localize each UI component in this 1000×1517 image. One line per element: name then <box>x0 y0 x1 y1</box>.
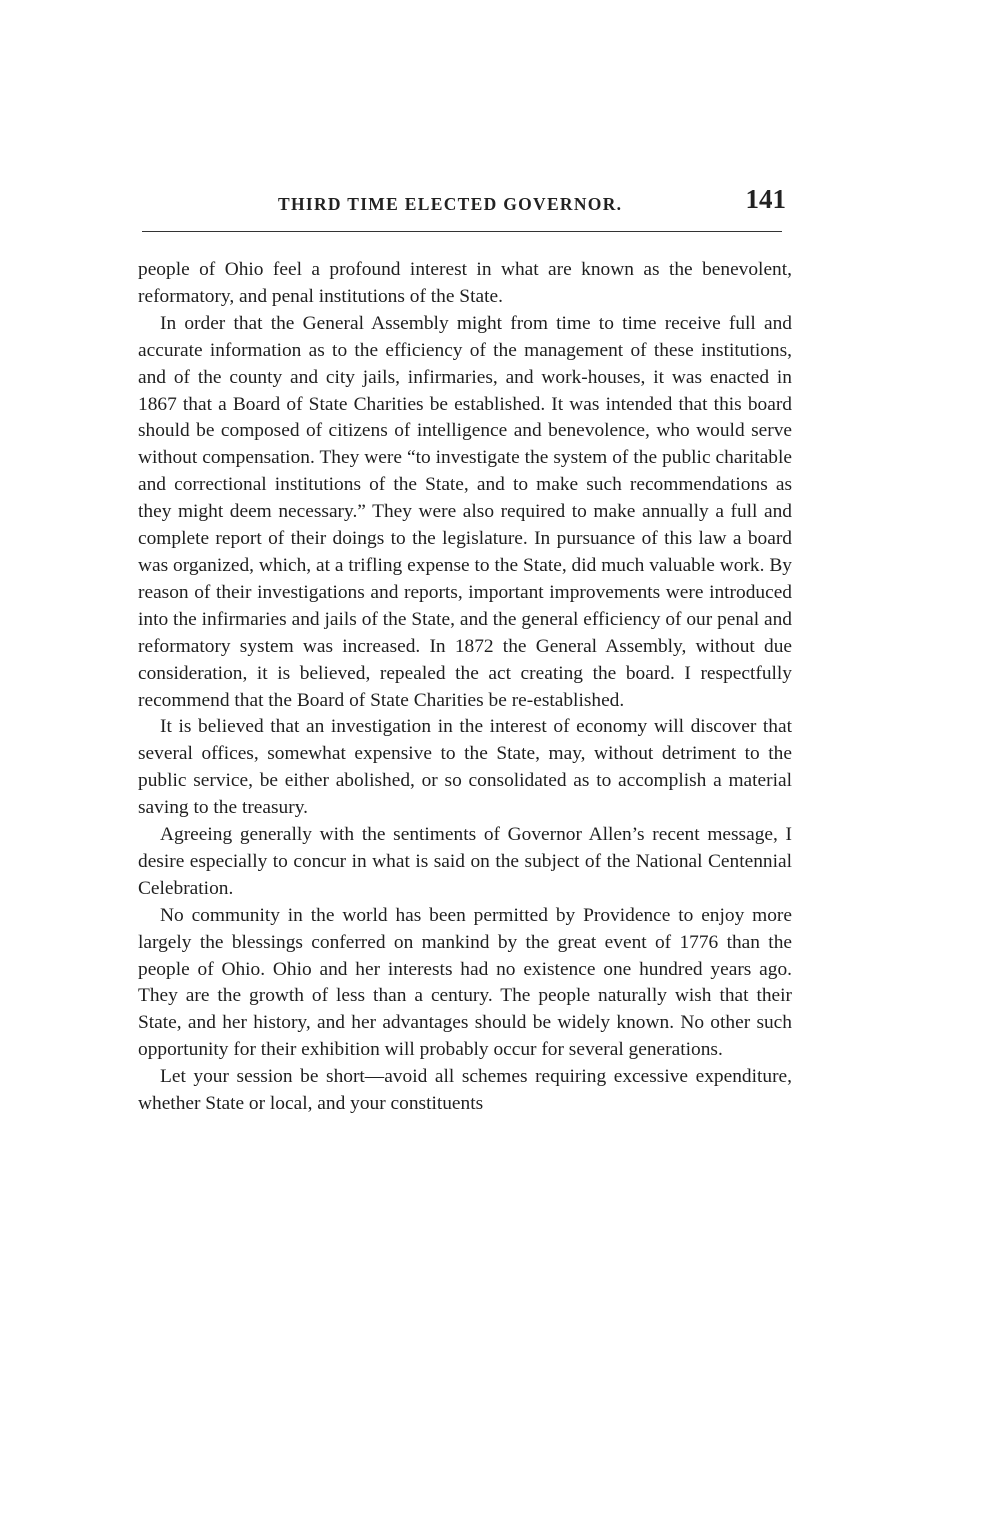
page-number: 141 <box>745 184 786 214</box>
paragraph-board-of-state-charities: In order that the General Assembly might from time to time receive full and accurate information as to the efficiency of the management of these institutions, and of the county and city jails, infirmaries, and work-houses, it was enacted in 1867 that a Board of State Charities be established. It was intended that this board should be composed of citizens of intelligence and benevolence, who would serve without compensation. They were “to investigate the system of the public charitable and correctional institutions of the State, and to make such recommendations as they might deem necessary.” They were also required to make annually a full and complete report of their doings to the legislature. In pursuance of this law a board was organized, which, at a trifling expense to the State, did much valuable work. By reason of their investigations and reports, important improvements were introduced into the infirmaries and jails of the State, and the general efficiency of our penal and reformatory system was increased. In 1872 the General Assembly, without due consideration, it is believed, repealed the act creating the board. I respectfully recommend that the Board of State Charities be re-established. <box>138 312 792 711</box>
paragraph-continued: people of Ohio feel a profound interest in what are known as the benevolent, reformatory, and penal institutions of the State. <box>138 259 792 307</box>
paragraph-economy: It is believed that an investigation in the interest of economy will discover that several offices, somewhat expensive to the State, may, without detriment to the public service, be either abolished, or so consolidated as to accomplish a material saving to the treasury. <box>138 716 792 819</box>
running-head <box>142 184 790 234</box>
running-title: THIRD TIME ELECTED GOVERNOR. <box>278 194 623 214</box>
header-rule <box>142 231 782 232</box>
paragraph-providence: No community in the world has been permitted by Providence to enjoy more largely the blessings conferred on mankind by the great event of 1776 than the people of Ohio. Ohio and her interests had no existence one hundred years ago. They are the growth of less than a century. The people naturally wish that their State, and her history, and her advantages should be widely known. No other such opportunity for their exhibition will probably occur for several generations. <box>138 904 792 1061</box>
paragraph-session-short: Let your session be short—avoid all schemes requiring excessive expenditure, whether State or local, and your constituents <box>138 1066 792 1115</box>
paragraph-centennial: Agreeing generally with the sentiments of Governor Allen’s recent message, I desire especially to concur in what is said on the subject of the National Centennial Celebration. <box>138 824 792 899</box>
body-text <box>138 257 792 1118</box>
